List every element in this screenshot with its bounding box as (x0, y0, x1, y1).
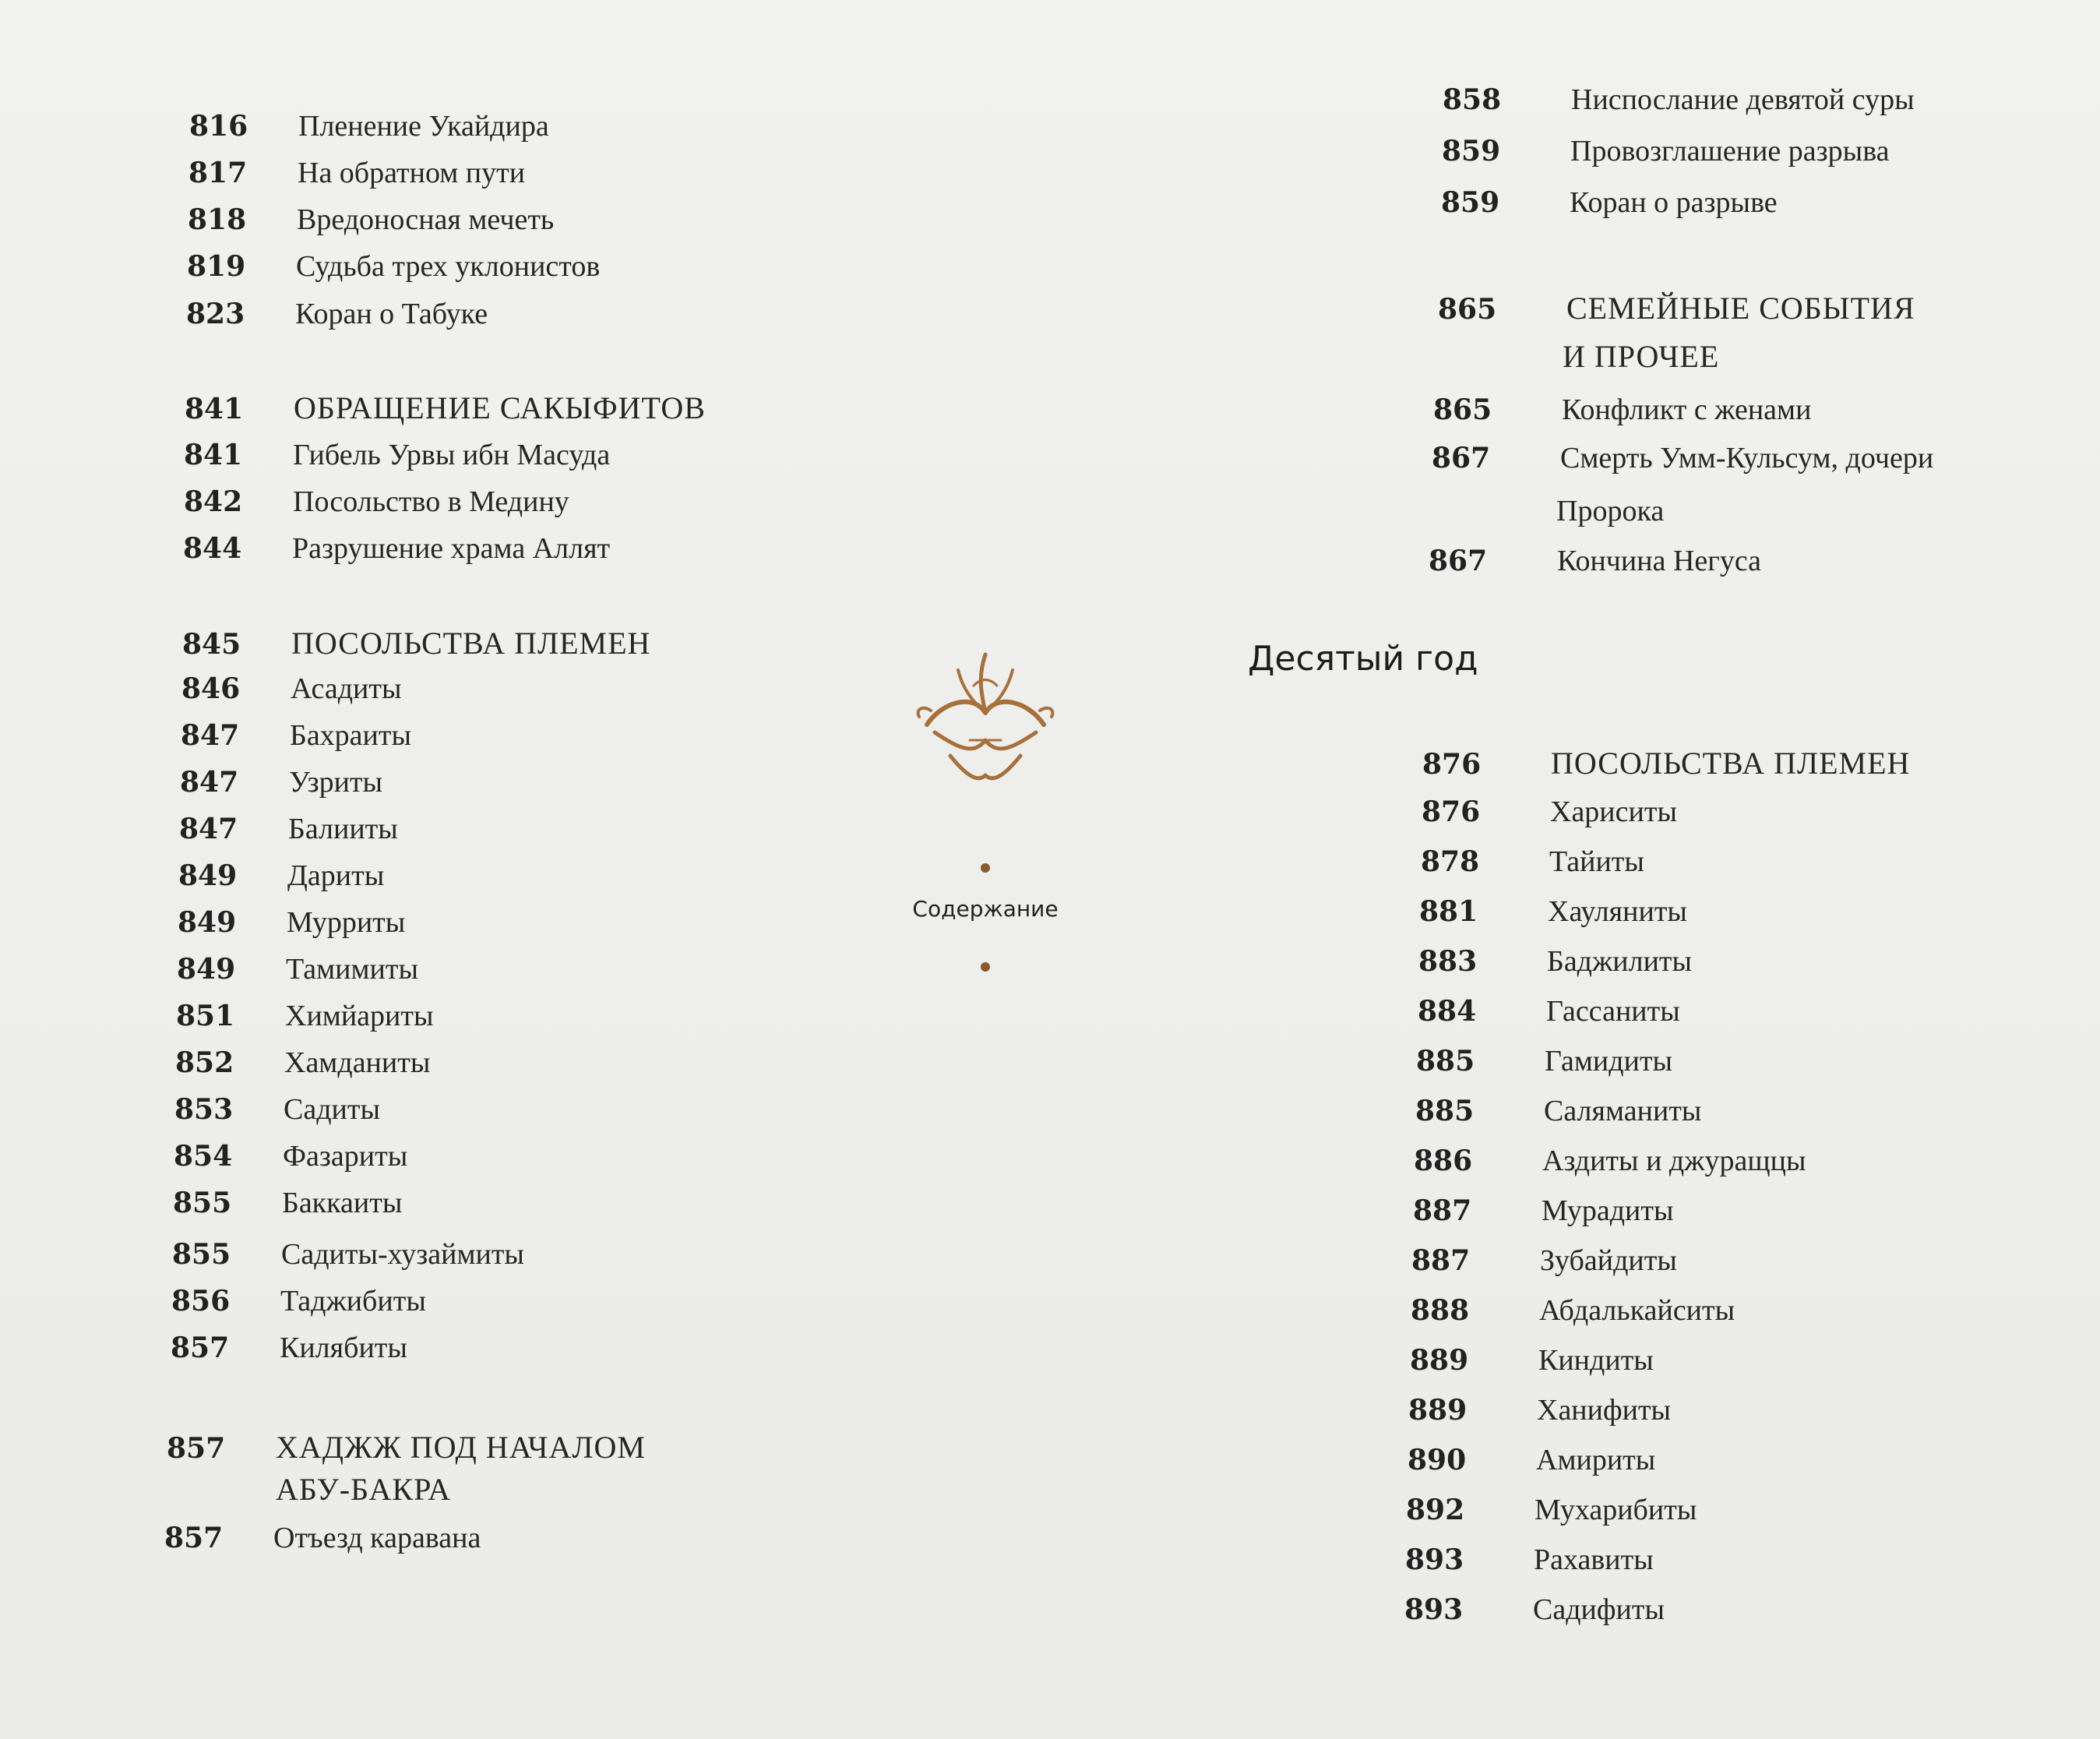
page-number: 865 (1438, 293, 1497, 326)
page-number: 856 (171, 1285, 231, 1317)
page-number: 849 (178, 906, 237, 939)
page-number: 893 (1404, 1593, 1464, 1626)
year-heading: Десятый год (1248, 639, 1478, 679)
entry-title: Таджибиты (280, 1285, 426, 1317)
page-number: 841 (184, 439, 243, 471)
page-number: 855 (172, 1238, 231, 1271)
entry-title: Пленение Укайдира (298, 110, 549, 143)
ornament-dot (981, 962, 990, 972)
page-number: 817 (189, 157, 248, 189)
entry-title-continuation: Пророка (1556, 495, 1665, 527)
toc-entry[interactable] (172, 1237, 524, 1272)
page-number: 857 (164, 1522, 224, 1554)
section-title: ХАДЖЖ ПОД НАЧАЛОМ (276, 1430, 646, 1465)
entry-title: Баджилиты (1547, 945, 1693, 978)
page-number: 889 (1408, 1394, 1468, 1427)
entry-title: Ниспослание девятой суры (1571, 83, 1915, 116)
page-number: 857 (171, 1332, 230, 1364)
entry-title: Коран о Табуке (295, 298, 488, 330)
page-number: 858 (1443, 83, 1502, 116)
entry-title: Балииты (288, 813, 398, 845)
toc-entry[interactable] (188, 203, 554, 237)
page-number: 841 (185, 393, 244, 425)
entry-title: Саляманиты (1544, 1095, 1702, 1127)
entry-title: Разрушение храма Аллят (292, 532, 611, 565)
toc-entry[interactable] (187, 249, 600, 284)
section-title: СЕМЕЙНЫЕ СОБЫТИЯ (1566, 291, 1915, 326)
page-number: 867 (1432, 442, 1491, 474)
toc-entry[interactable] (1404, 1593, 1665, 1627)
toc-entry[interactable] (1405, 1543, 1654, 1577)
toc-entry[interactable] (173, 1186, 402, 1220)
section-title: ПОСОЛЬСТВА ПЛЕМЕН (291, 626, 651, 661)
page-number: 893 (1405, 1543, 1464, 1576)
page-number: 842 (184, 485, 243, 518)
toc-section-heading[interactable] (167, 1429, 646, 1466)
toc-entry[interactable] (1411, 1293, 1735, 1328)
toc-entry[interactable] (1419, 894, 1687, 929)
page-number: 885 (1415, 1095, 1475, 1127)
page-number: 847 (181, 719, 240, 752)
toc-entry[interactable] (1442, 134, 1890, 168)
toc-entry[interactable] (1408, 1393, 1671, 1427)
page-number: 852 (175, 1046, 234, 1079)
page-number: 819 (187, 250, 246, 283)
toc-entry[interactable] (164, 1521, 481, 1555)
toc-section-heading[interactable] (1438, 290, 1915, 326)
page-number: 883 (1418, 945, 1478, 978)
entry-title: Гибель Урвы ибн Масуда (293, 439, 611, 471)
section-title: ПОСОЛЬСТВА ПЛЕМЕН (1551, 746, 1911, 781)
entry-title: Зубайдиты (1540, 1244, 1677, 1277)
entry-title: Хауляниты (1548, 895, 1687, 928)
ornament-dot (981, 863, 990, 873)
toc-entry[interactable] (178, 859, 384, 893)
page-number: 889 (1410, 1344, 1469, 1377)
entry-title: Судьба трех уклонистов (296, 250, 601, 283)
toc-entry[interactable] (1415, 1094, 1701, 1128)
page-number: 847 (180, 766, 239, 799)
entry-title: Коран о разрыве (1570, 186, 1778, 219)
entry-title: Дариты (287, 859, 385, 892)
entry-title: Киндиты (1538, 1344, 1654, 1377)
entry-title: На обратном пути (298, 157, 526, 189)
entry-title: Садифиты (1533, 1593, 1665, 1626)
page-number: 878 (1421, 845, 1480, 878)
page-number: 857 (167, 1432, 226, 1465)
toc-entry[interactable] (171, 1284, 426, 1318)
entry-title: Тайиты (1549, 845, 1644, 878)
toc-entry[interactable] (1429, 544, 1761, 578)
toc-entry[interactable] (1410, 1343, 1654, 1377)
toc-section-heading[interactable] (1422, 745, 1910, 781)
page-number: 865 (1433, 393, 1492, 426)
page-number: 867 (1429, 545, 1488, 577)
entry-title: Мухарибиты (1534, 1494, 1697, 1526)
toc-entry[interactable] (1408, 1443, 1655, 1477)
page-number: 816 (189, 110, 248, 143)
entry-title: Рахавиты (1534, 1543, 1654, 1576)
page-number: 849 (178, 859, 238, 892)
page-number: 845 (182, 628, 241, 661)
toc-entry[interactable] (171, 1331, 407, 1365)
entry-title: Мурадиты (1542, 1194, 1674, 1227)
toc-entry[interactable] (174, 1139, 407, 1173)
entry-title: Тамимиты (286, 953, 419, 986)
entry-title: Асадиты (291, 672, 402, 705)
entry-title: Абдалькайситы (1539, 1294, 1735, 1327)
toc-entry[interactable] (184, 438, 610, 472)
page-number: 853 (174, 1093, 234, 1126)
toc-entry[interactable] (176, 999, 434, 1033)
page-number: 886 (1414, 1145, 1473, 1177)
page-number: 818 (188, 203, 247, 236)
page-number: 855 (173, 1187, 232, 1219)
entry-title: Баккаиты (282, 1187, 403, 1219)
toc-entry[interactable] (189, 109, 549, 143)
entry-title: Ханифиты (1537, 1394, 1672, 1427)
toc-entry[interactable] (175, 1046, 430, 1080)
page-number: 859 (1441, 186, 1500, 219)
section-title-continuation: И ПРОЧЕЕ (1563, 339, 1720, 374)
toc-entry[interactable] (1414, 1144, 1806, 1178)
entry-title: Бахраиты (290, 719, 412, 752)
page-number: 823 (186, 298, 245, 330)
page-number: 854 (174, 1140, 233, 1173)
page-number: 888 (1411, 1294, 1470, 1327)
entry-title: Гассаниты (1546, 995, 1680, 1028)
entry-title: Аздиты и джуращцы (1542, 1145, 1806, 1177)
page-number: 844 (183, 532, 242, 565)
entry-title: Отъезд каравана (273, 1522, 481, 1554)
toc-section-heading[interactable] (182, 625, 650, 661)
entry-title: Посольство в Медину (293, 485, 569, 518)
calligraphy-emblem-icon (904, 639, 1067, 795)
toc-entry[interactable] (179, 812, 398, 846)
toc-entry[interactable] (1432, 441, 1933, 475)
entry-title: Садиты-хузаймиты (281, 1238, 524, 1271)
toc-entry[interactable] (1411, 1243, 1677, 1278)
toc-entry[interactable] (1441, 185, 1778, 220)
entry-title: Садиты (284, 1093, 381, 1126)
toc-section-heading[interactable] (185, 390, 706, 426)
page-number: 892 (1406, 1494, 1465, 1526)
entry-title: Гамидиты (1545, 1045, 1673, 1078)
toc-entry[interactable] (1418, 944, 1692, 979)
toc-entry[interactable] (1433, 393, 1811, 427)
toc-entry[interactable] (189, 156, 525, 190)
page-number: 881 (1419, 895, 1478, 928)
entry-title: Хариситы (1550, 795, 1677, 828)
page-number: 887 (1411, 1244, 1471, 1277)
page-number: 851 (176, 1000, 235, 1032)
gutter-ornament (888, 639, 1083, 972)
toc-entry[interactable] (1422, 795, 1677, 829)
entry-title: Хамданиты (284, 1046, 431, 1079)
page-number: 876 (1422, 748, 1482, 781)
section-title-continuation: АБУ-БАКРА (276, 1472, 452, 1507)
toc-entry[interactable] (186, 297, 488, 331)
toc-entry[interactable] (184, 485, 569, 519)
entry-title: Провозглашение разрыва (1570, 135, 1890, 168)
toc-entry[interactable] (1413, 1194, 1674, 1228)
page-number: 876 (1422, 795, 1481, 828)
page-number: 885 (1416, 1045, 1475, 1078)
toc-entry[interactable] (174, 1092, 380, 1127)
page-number: 884 (1418, 995, 1477, 1028)
entry-title: Килябиты (280, 1332, 407, 1364)
toc-entry[interactable] (1443, 83, 1915, 117)
entry-title: Узриты (289, 766, 383, 799)
toc-entry[interactable] (181, 672, 402, 706)
entry-title: Амириты (1536, 1444, 1656, 1476)
entry-title: Вредоносная мечеть (297, 203, 555, 236)
toc-entry[interactable] (180, 765, 382, 799)
entry-title: Химйариты (285, 1000, 434, 1032)
toc-entry[interactable] (1418, 994, 1680, 1028)
entry-title: Фазариты (283, 1140, 408, 1173)
entry-title: Мурриты (287, 906, 406, 939)
toc-entry[interactable] (1406, 1493, 1697, 1527)
page-number: 847 (179, 813, 238, 845)
running-head: Содержание (912, 896, 1059, 922)
toc-entry[interactable] (177, 952, 418, 986)
toc-entry[interactable] (183, 531, 610, 566)
entry-title: Кончина Негуса (1557, 545, 1762, 577)
entry-title: Смерть Умм-Кульсум, дочери (1560, 442, 1934, 474)
page-number: 849 (177, 953, 236, 986)
toc-entry[interactable] (178, 905, 405, 940)
section-title: ОБРАЩЕНИЕ САКЫФИТОВ (294, 390, 706, 425)
page-number: 859 (1442, 135, 1501, 168)
entry-title: Конфликт с женами (1562, 393, 1812, 426)
page-number: 890 (1408, 1444, 1467, 1476)
toc-entry[interactable] (1416, 1044, 1672, 1078)
page-number: 846 (181, 672, 241, 705)
toc-entry[interactable] (181, 718, 411, 753)
toc-entry[interactable] (1421, 845, 1644, 879)
page-number: 887 (1413, 1194, 1472, 1227)
